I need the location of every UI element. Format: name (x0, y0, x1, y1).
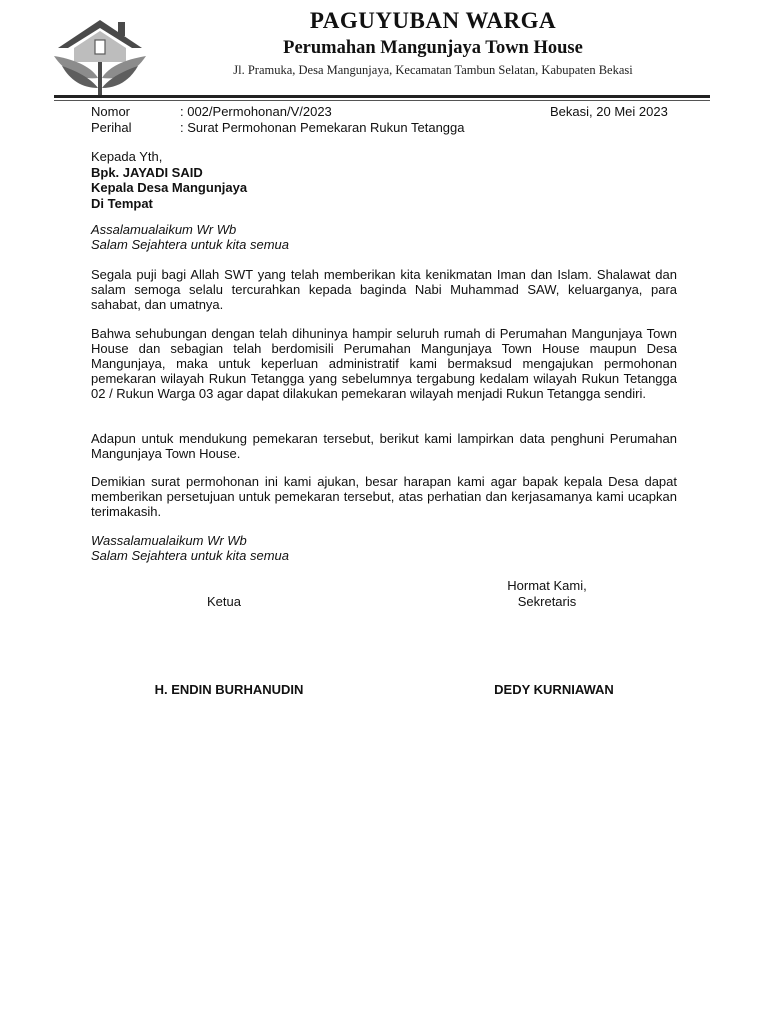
header-rule-thick (54, 95, 710, 98)
body-paragraph-1-text: Segala puji bagi Allah SWT yang telah memberikan kita kenikmatan Iman dan Islam. Shalawat dan salam semoga selalu tercurahkan kepada baginda Nabi Muhammad SAW, keluarganya, para sahabat, dan umatnya. (91, 267, 677, 312)
body-paragraph-1 (91, 267, 677, 312)
body-paragraph-4 (91, 474, 677, 519)
place-date: Bekasi, 20 Mei 2023 (550, 104, 668, 119)
recipient-kepada: Kepada Yth, (91, 149, 163, 164)
signature-right-header (486, 578, 608, 609)
body-paragraph-2-text: Bahwa sehubungan dengan telah dihuninya hampir seluruh rumah di Perumahan Mangunjaya Town House dan sebagian telah berdomisili Perumahan Mangunjaya Town House maupun Desa Mangunjaya, maka untuk keperluan administratif kami bermaksud mengajukan permohonan pemekaran wilayah Rukun Tetangga yang sebelumnya tergabung kedalam wilayah Rukun Tetangga 02 / Rukun Warga 03 agar dapat dilakukan pemekaran wilayah menjadi Rukun Tetangga sendiri. (91, 326, 677, 401)
nomor-row (91, 104, 681, 120)
header-rule-thin (54, 100, 710, 101)
body-paragraph-4-text: Demikian surat permohonan ini kami ajukan, besar harapan kami agar bapak kepala Desa dapat memberikan persetujuan untuk pemekaran tersebut, atas perhatian dan kerjasamanya kami ucapkan terimakasih. (91, 474, 677, 519)
greeting-block (91, 222, 677, 252)
closing-block (91, 533, 677, 563)
greeting-line-2: Salam Sejahtera untuk kita semua (91, 237, 289, 252)
body-paragraph-3-text: Adapun untuk mendukung pemekaran tersebut, berikut kami lampirkan data penghuni Perumahan Mangunjaya Town House. (91, 431, 677, 461)
greeting-line-1: Assalamualaikum Wr Wb (91, 222, 237, 237)
nomor-label: Nomor (91, 104, 131, 119)
recipient-name: Bpk. JAYADI SAID (91, 164, 203, 180)
letter-meta (91, 104, 681, 135)
sekretaris-name: DEDY KURNIAWAN (494, 682, 614, 697)
org-address: Jl. Pramuka, Desa Mangunjaya, Kecamatan Tambun Selatan, Kabupaten Bekasi (233, 63, 633, 77)
org-name: PAGUYUBAN WARGA (309, 8, 557, 33)
recipient-block (91, 149, 677, 211)
ketua-name: H. ENDIN BURHANUDIN (154, 682, 304, 697)
hormat-kami: Hormat Kami, (507, 578, 587, 593)
sekretaris-title: Sekretaris (517, 593, 577, 609)
perihal-value: : Surat Permohonan Pemekaran Rukun Tetangga (180, 119, 465, 135)
house-hands-logo-icon (52, 16, 148, 98)
closing-line-1: Wassalamualaikum Wr Wb (91, 533, 247, 548)
recipient-place: Di Tempat (91, 195, 153, 211)
perihal-row (91, 120, 681, 136)
nomor-value: : 002/Permohonan/V/2023 (180, 104, 332, 119)
org-subtitle: Perumahan Mangunjaya Town House (283, 38, 583, 58)
closing-line-2: Salam Sejahtera untuk kita semua (91, 548, 289, 563)
perihal-label: Perihal (91, 119, 132, 135)
recipient-position: Kepala Desa Mangunjaya (91, 180, 248, 195)
body-paragraph-2 (91, 326, 677, 401)
ketua-title: Ketua (207, 594, 241, 609)
letterhead (0, 0, 768, 100)
body-paragraph-3 (91, 431, 677, 461)
